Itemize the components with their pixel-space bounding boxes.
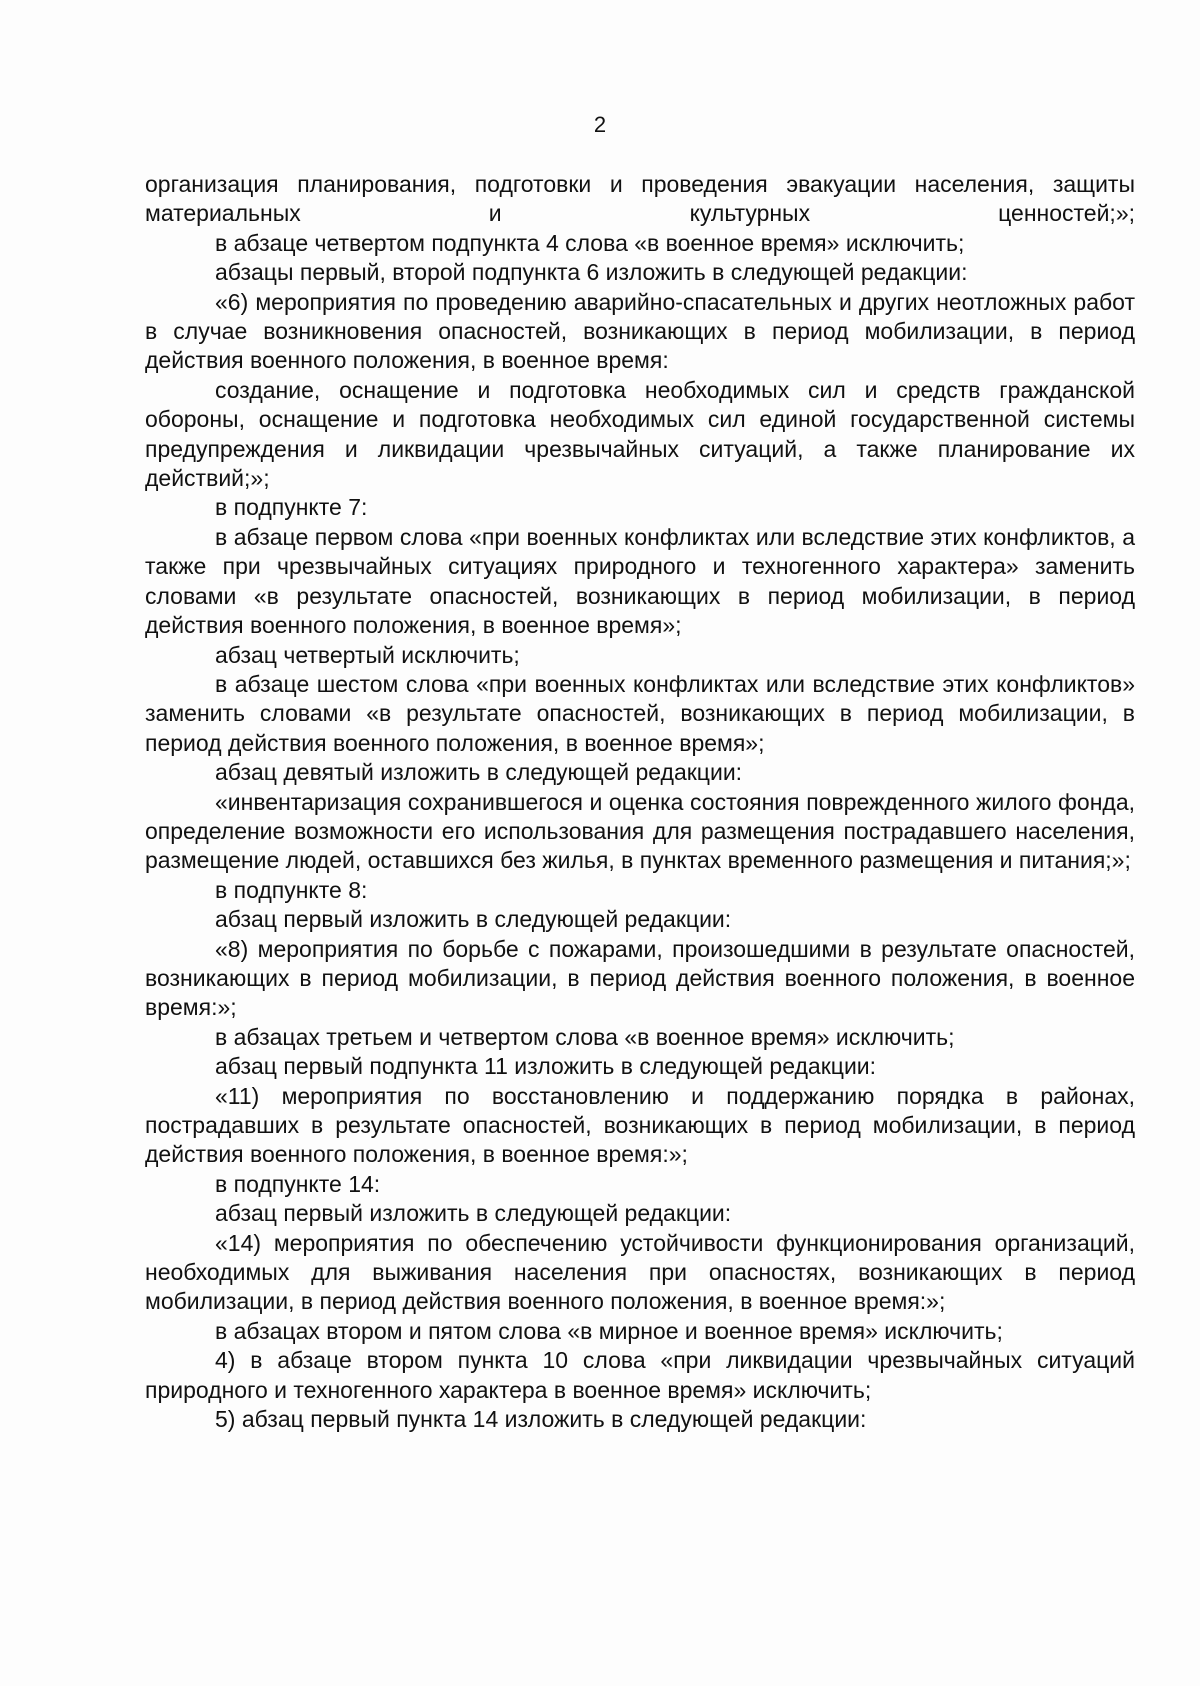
paragraph: «инвентаризация сохранившегося и оценка состояния поврежденного жилого фонда, определение возможности его использования для размещения пострадавшего населения, размещение людей, оставшихся без жилья, в пунктах временного размещения и питания;»; (145, 788, 1135, 874)
paragraph: в абзаце четвертом подпункта 4 слова «в военное время» исключить; (215, 229, 965, 256)
paragraph: «11) мероприятия по восстановлению и поддержанию порядка в районах, пострадавших в результате опасностей, возникающих в период мобилизации, в период действия военного положения, в военное время:»; (145, 1082, 1135, 1168)
paragraph: 5) абзац первый пункта 14 изложить в следующей редакции: (215, 1406, 867, 1433)
paragraph: абзацы первый, второй подпункта 6 изложить в следующей редакции: (215, 259, 968, 286)
paragraph: в подпункте 14: (215, 1170, 381, 1197)
paragraph-continuation: организация планирования, подготовки и проведения эвакуации населения, защиты материальных и культурных ценностей;»; (145, 171, 1135, 227)
paragraph: абзац четвертый исключить; (215, 641, 520, 668)
paragraph: в подпункте 8: (215, 876, 368, 903)
paragraph: абзац первый подпункта 11 изложить в следующей редакции: (215, 1053, 877, 1080)
paragraph: абзац первый изложить в следующей редакции: (215, 1200, 732, 1227)
paragraph: в абзацах втором и пятом слова «в мирное и военное время» исключить; (215, 1317, 1003, 1344)
paragraph: в подпункте 7: (215, 494, 368, 521)
paragraph: «6) мероприятия по проведению аварийно-спасательных и других неотложных работ в случае возникновения опасностей, возникающих в период мобилизации, в период действия военного положения, в военное время: (145, 288, 1135, 374)
paragraph: создание, оснащение и подготовка необходимых сил и средств гражданской обороны, оснащение и подготовка необходимых сил единой государственной системы предупреждения и ликвидации чрезвычайных ситуаций, а также планирование их действий;»; (145, 376, 1135, 492)
paragraph: абзац первый изложить в следующей редакции: (215, 906, 732, 933)
paragraph: в абзаце шестом слова «при военных конфликтах или вследствие этих конфликтов» заменить словами «в результате опасностей, возникающих в период мобилизации, в период действия военного положения, в военное время»; (145, 670, 1135, 756)
paragraph: в абзаце первом слова «при военных конфликтах или вследствие этих конфликтов, а также при чрезвычайных ситуациях природного и техногенного характера» заменить словами «в результате опасностей, возникающих в период мобилизации, в период действия военного положения, в военное время»; (145, 523, 1135, 639)
paragraph: «8) мероприятия по борьбе с пожарами, произошедшими в результате опасностей, возникающих в период мобилизации, в период действия военного положения, в военное время:»; (145, 935, 1135, 1021)
page-number: 2 (593, 112, 607, 137)
paragraph: 4) в абзаце втором пункта 10 слова «при ликвидации чрезвычайных ситуаций природного и техногенного характера в военное время» исключить; (145, 1347, 1135, 1403)
paragraph: «14) мероприятия по обеспечению устойчивости функционирования организаций, необходимых для выживания населения при опасностях, возникающих в период мобилизации, в период действия военного положения, в военное время:»; (145, 1229, 1135, 1315)
paragraph: абзац девятый изложить в следующей редакции: (215, 759, 743, 786)
paragraph: в абзацах третьем и четвертом слова «в военное время» исключить; (215, 1023, 955, 1050)
document-body (145, 170, 1135, 1434)
